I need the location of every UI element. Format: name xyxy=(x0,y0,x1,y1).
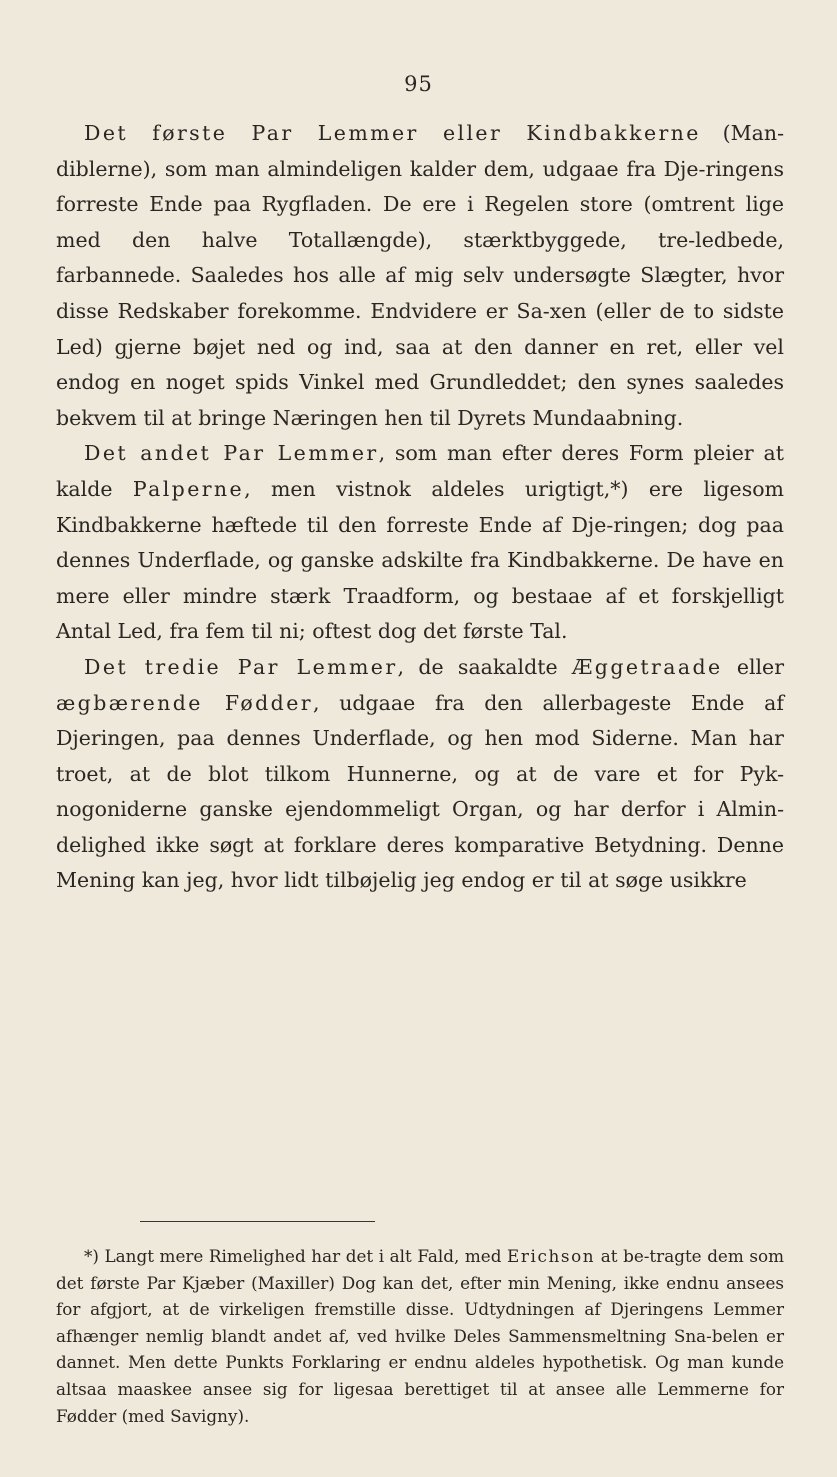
heading-first-pair: Det første Par Lemmer eller Kindbakkerne xyxy=(84,121,701,145)
paragraph-text: , de saakaldte xyxy=(397,654,572,679)
main-text xyxy=(56,116,784,899)
footnote xyxy=(56,1243,784,1429)
paragraph-text: , udgaae fra den allerbageste Ende af Djeringen, paa dennes Underflade, og hen mod Siderne. Man har troet, at de blot tilkom Hunnerne, og at de vare et for Pyk-nogoniderne ganske ejendommeligt Organ, og har derfor i Almin-delighed ikke søgt at forklare deres komparative Betydning. Denne Mening kan jeg, hvor lidt tilbøjelig jeg endog er til at søge usikkre xyxy=(56,690,784,893)
footnote-marker: *) xyxy=(84,1246,99,1266)
footnote-text: Langt mere Rimelighed har det i alt Fald, med xyxy=(98,1246,508,1266)
paragraph-text: eller xyxy=(722,654,784,679)
paragraph-text: , men vistnok aldeles urigtigt,*) ere ligesom Kindbakkerne hæftede til den forreste Ende af Dje-ringen; dog paa dennes Underflade, og ganske adskilte fra Kindbakkerne. De have en mere eller mindre stærk Traadform, og bestaae af et forskjelligt Antal Led, fra fem til ni; oftest dog det første Tal. xyxy=(56,476,784,644)
heading-second-pair: Det andet Par Lemmer xyxy=(84,441,379,466)
term-palperne: Palperne xyxy=(132,476,245,501)
term-aegbaerende-fodder: ægbærende Fødder xyxy=(56,690,313,715)
footnote-text: at be-tragte dem som det første Par Kjæber (Maxiller) Dog kan det, efter min Mening, ikke endnu ansees for afgjort, at de virkeligen fremstille disse. Udtydningen af Djeringens Lemmer afhænger nemlig blandt andet af, ved hvilke Deles Sammensmeltning Sna-belen er dannet. Men dette Punkts Forklaring er endnu aldeles hypothetisk. Og man kunde altsaa maaskee ansee sig for ligesaa berettiget til at ansee alle Lemmerne for Fødder (med Savigny). xyxy=(56,1246,784,1426)
paragraph-second-pair xyxy=(56,436,784,650)
paragraph-text: (Man-diblerne), som man almindeligen kalder dem, udgaae fra Dje-ringens forreste Ende paa Rygfladen. De ere i Regelen store (omtrent lige med den halve Totallængde), stærktbyggede, tre-ledbede, farbannede. Saaledes hos alle af mig selv undersøgte Slægter, hvor disse Redskaber forekomme. Endvidere er Sa-xen (eller de to sidste Led) gjerne bøjet ned og ind, saa at den danner en ret, eller vel endog en noget spids Vinkel med Grundleddet; den synes saaledes bekvem til at bringe Næringen hen til Dyrets Mundaabning. xyxy=(56,121,784,430)
paragraph-first-pair xyxy=(56,116,784,436)
page-number: 95 xyxy=(404,72,433,96)
footnote-author-name: Erichson xyxy=(507,1246,596,1266)
heading-third-pair: Det tredie Par Lemmer xyxy=(84,654,398,679)
footnote-divider xyxy=(140,1221,375,1222)
footnote-paragraph xyxy=(56,1243,784,1429)
term-aeggetraade: Æggetraade xyxy=(571,654,723,679)
paragraph-third-pair xyxy=(56,650,784,899)
paragraph-text: , som man efter deres Form pleier at kalde xyxy=(56,441,784,501)
